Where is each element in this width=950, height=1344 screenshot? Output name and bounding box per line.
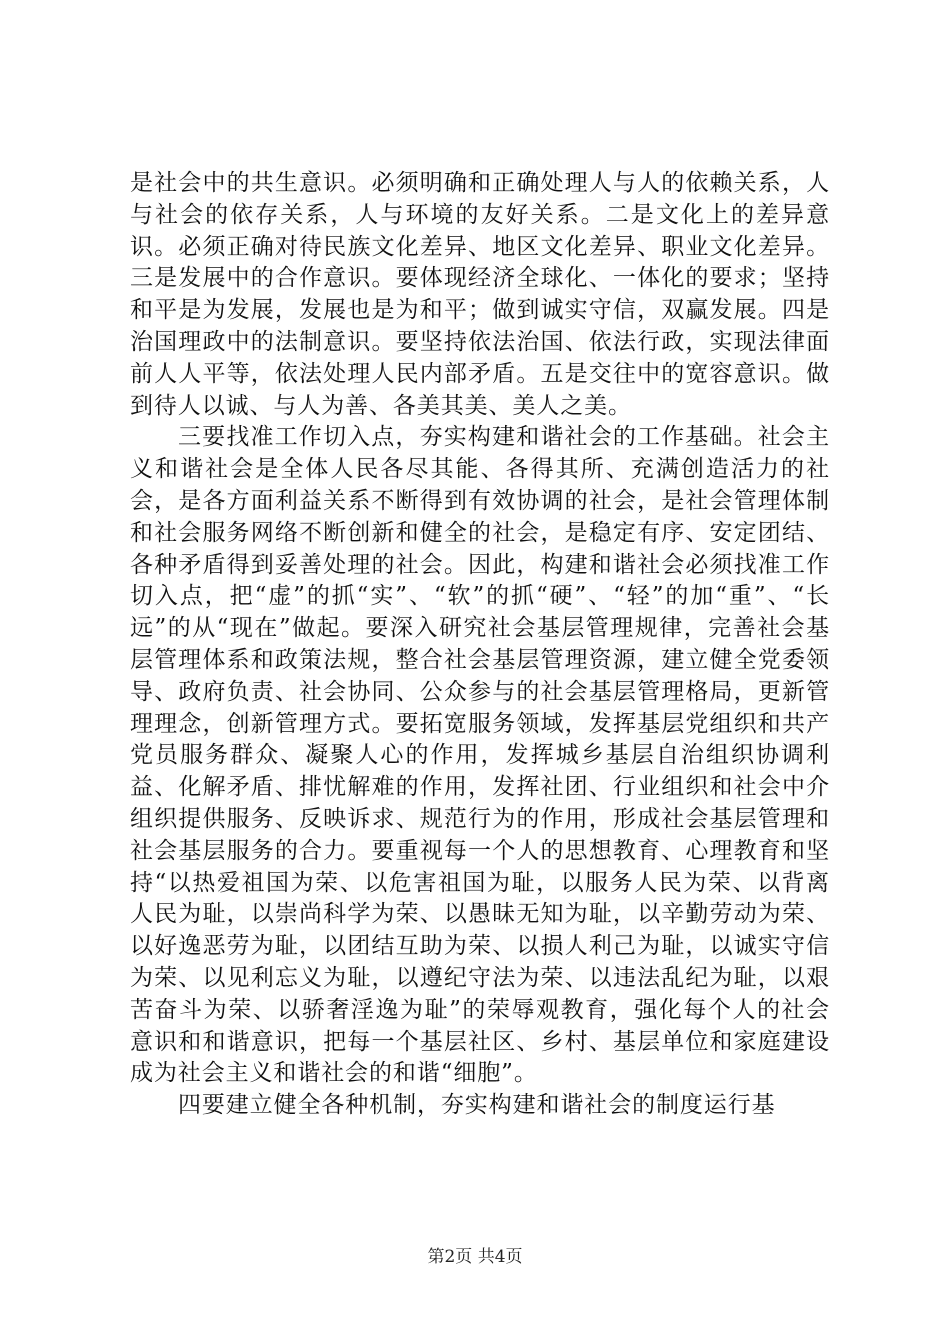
- body-text: [130, 168, 830, 1122]
- paragraph-mechanisms: 四要建立健全各种机制，夯实构建和谐社会的制度运行基: [178, 1092, 776, 1119]
- paragraph-work-foundation: 三要找准工作切入点，夯实构建和谐社会的工作基础。社会主义和谐社会是全体人民各尽其能、各得其所、充满创造活力的社会，是各方面利益关系不断得到有效协调的社会，是社会管理体制和社会服务网络不断创新和健全的社会，是稳定有序、安定团结、各种矛盾得到妥善处理的社会。因此，构建和谐社会必须找准工作切入点，把“虚”的抓“实”、“软”的抓“硬”、“轻”的加“重”、“长远”的从“现在”做起。要深入研究社会基层管理规律，完善社会基层管理体系和政策法规，整合社会基层管理资源，建立健全党委领导、政府负责、社会协同、公众参与的社会基层管理格局，更新管理理念，创新管理方式。要拓宽服务领域，发挥基层党组织和共产党员服务群众、凝聚人心的作用，发挥城乡基层自治组织协调利益、化解矛盾、排忧解难的作用，发挥社团、行业组织和社会中介组织提供服务、反映诉求、规范行为的作用，形成社会基层管理和社会基层服务的合力。要重视每一个人的思想教育、心理教育和坚持“以热爱祖国为荣、以危害祖国为耻，以服务人民为荣、以背离人民为耻，以崇尚科学为荣、以愚昧无知为耻，以辛勤劳动为荣、以好逸恶劳为耻，以团结互助为荣、以损人利己为耻，以诚实守信为荣、以见利忘义为耻，以遵纪守法为荣、以违法乱纪为耻，以艰苦奋斗为荣、以骄奢淫逸为耻”的荣辱观教育，强化每个人的社会意识和和谐意识，把每一个基层社区、乡村、基层单位和家庭建设成为社会主义和谐社会的和谐“细胞”。: [130, 424, 830, 1087]
- paragraph-continued: 是社会中的共生意识。必须明确和正确处理人与人的依赖关系，人与社会的依存关系，人与环境的友好关系。二是文化上的差异意识。必须正确对待民族文化差异、地区文化差异、职业文化差异。三是发展中的合作意识。要体现经济全球化、一体化的要求；坚持和平是为发展，发展也是为和平；做到诚实守信，双赢发展。四是治国理政中的法制意识。要坚持依法治国、依法行政，实现法律面前人人平等，依法处理人民内部矛盾。五是交往中的宽容意识。做到待人以诚、与人为善、各美其美、美人之美。: [130, 170, 830, 419]
- page-footer: [0, 1242, 950, 1267]
- page-number: 第2页 共4页: [427, 1247, 523, 1267]
